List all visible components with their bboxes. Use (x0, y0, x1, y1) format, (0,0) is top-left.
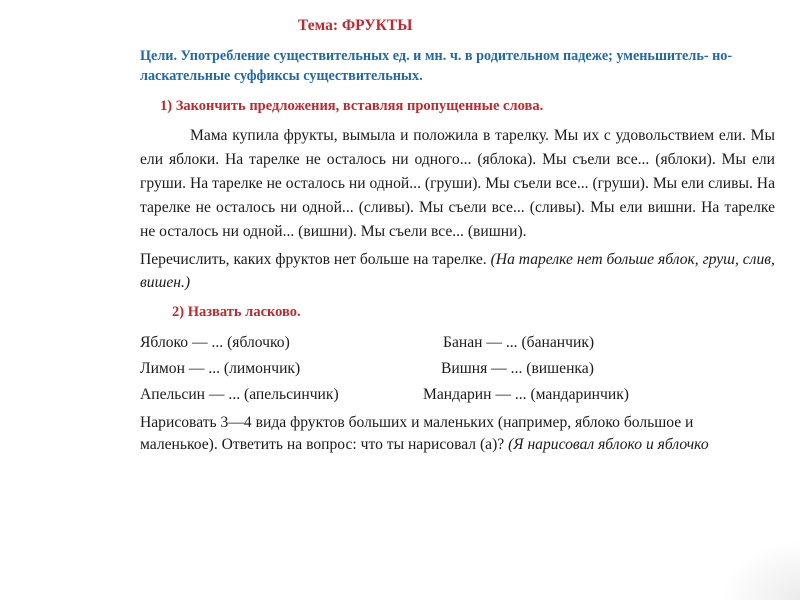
final-answer: (Я нарисовал яблоко и яблочко (508, 436, 709, 453)
enumerate-answer: (На тарелке нет больше яблок, груш, слив, вишен.) (140, 251, 775, 291)
page-title: Тема: ФРУКТЫ (298, 17, 413, 34)
corner-shadow (720, 540, 800, 600)
enumerate-paragraph (140, 248, 775, 294)
slide-content (140, 14, 775, 456)
final-paragraph (140, 412, 775, 456)
story-paragraph: Мама купила фрукты, вымыла и положила в тарелку. Мы их с удовольствием ели. Мы ели яблоки. На тарелке не осталось ни одного... (яблока). Мы съели все... (яблоки). Мы ели груши. На тарелке не осталось ни одной... (груши). Мы съели все... (груши). Мы ели сливы. На тарелке не осталось ни одной... (сливы). Мы съели все... (сливы). Мы ели вишни. На тарелке не осталось ни одной... (вишни). Мы съели все... (вишни). (140, 127, 775, 240)
task-2-heading: 2) Назвать ласково. (172, 304, 301, 320)
pair-left: Апельсин — ... (апельсинчик) (140, 386, 339, 403)
final-text: Нарисовать 3—4 вида фруктов больших и маленьких (например, яблоко большое и маленькое). Ответить на вопрос: что ты нарисовал (а)? (140, 414, 694, 453)
goals-text: Цели. Употребление существительных ед. и мн. ч. в родительном падеже; уменьшитель- но-ласкательные суффиксы существительных. (140, 48, 733, 84)
pair-right: Вишня — ... (вишенка) (441, 360, 594, 377)
task-1-heading: 1) Закончить предложения, вставляя пропущенные слова. (160, 98, 544, 114)
pair-row (140, 356, 775, 382)
pair-row (140, 330, 775, 356)
pair-row (140, 382, 775, 408)
enumerate-text: Перечислить, каких фруктов нет больше на тарелке. (140, 251, 487, 268)
pair-right: Мандарин — ... (мандаринчик) (423, 386, 629, 403)
pair-left: Лимон — ... (лимончик) (140, 360, 301, 377)
pair-left: Яблоко — ... (яблочко) (140, 334, 290, 351)
diminutive-pairs (140, 330, 775, 408)
pair-right: Банан — ... (бананчик) (443, 334, 595, 351)
